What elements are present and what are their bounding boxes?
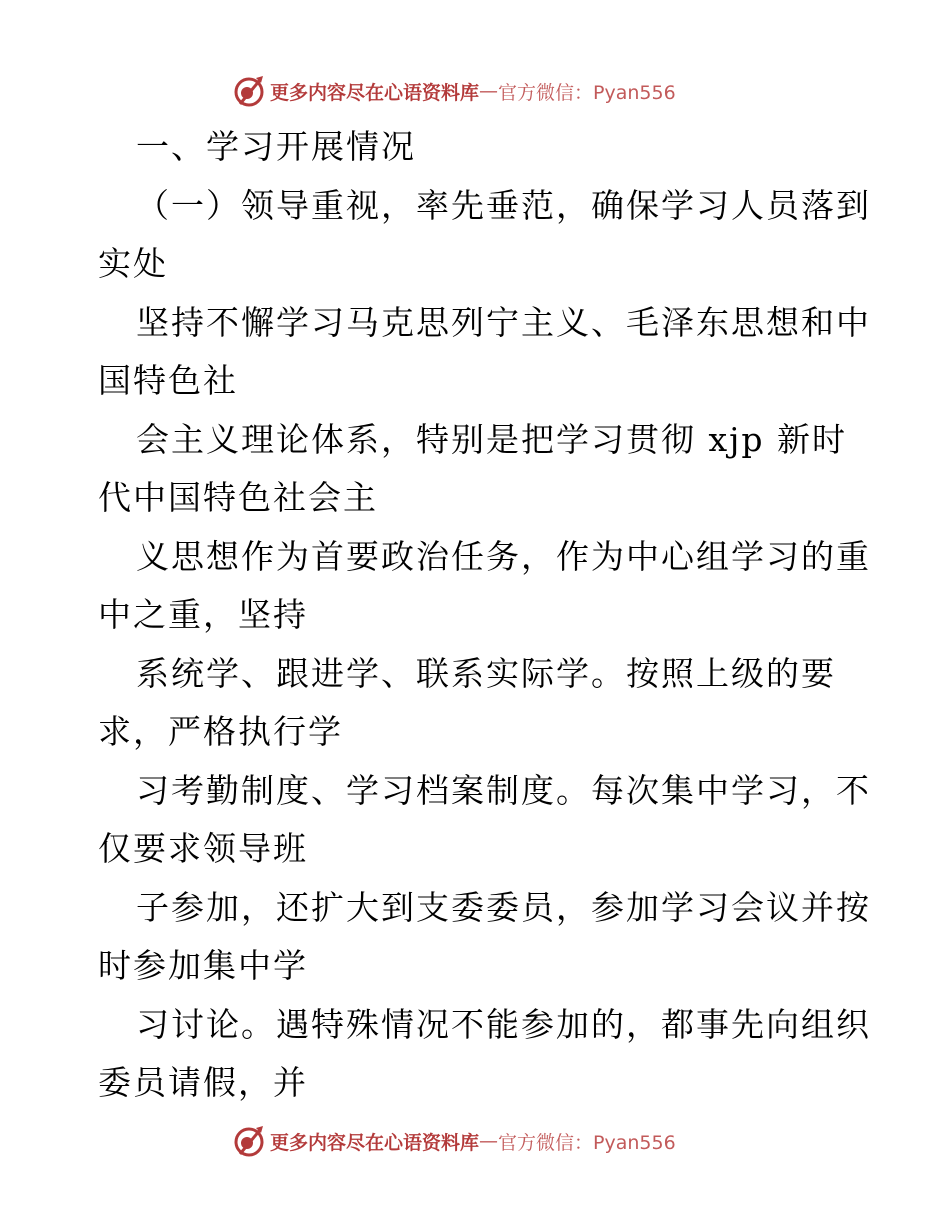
paragraph-line: 委员请假，并	[98, 1063, 308, 1102]
paragraph-line: 子参加，还扩大到支委委员，参加学习会议并按	[136, 887, 871, 927]
paragraph-line: 国特色社	[98, 361, 238, 400]
document-body	[98, 118, 871, 1113]
paragraph-line: 习讨论。遇特殊情况不能参加的，都事先向组织	[136, 1004, 871, 1044]
header-banner	[232, 71, 752, 111]
paragraph-line: 时参加集中学	[98, 946, 308, 985]
paragraph-line: 坚持不懈学习马克思列宁主义、毛泽东思想和中	[136, 302, 871, 342]
paragraph-line: 习考勤制度、学习档案制度。每次集中学习，不	[136, 770, 871, 810]
paragraph-line: 仅要求领导班	[98, 829, 308, 868]
banner-site-text: 更多内容尽在心语资料库	[270, 1131, 480, 1154]
paragraph-line: 中之重，坚持	[98, 595, 308, 634]
footer-banner	[232, 1121, 752, 1161]
paragraph-line: 代中国特色社会主	[98, 478, 378, 517]
banner-dash: —	[479, 80, 499, 102]
banner-site-text: 更多内容尽在心语资料库	[270, 81, 480, 104]
subsection-heading: （一）领导重视，率先垂范，确保学习人员落到	[136, 185, 871, 225]
banner-wechat-text: 官方微信：Pyan556	[498, 1131, 676, 1154]
paragraph-line: 会主义理论体系，特别是把学习贯彻 xjp 新时	[136, 419, 847, 459]
subsection-heading-continued: 实处	[98, 244, 168, 283]
paragraph-line: 求，严格执行学	[98, 712, 343, 751]
quill-seal-icon	[232, 74, 266, 108]
section-heading: 一、学习开展情况	[136, 127, 416, 166]
paragraph-line: 义思想作为首要政治任务，作为中心组学习的重	[136, 536, 871, 576]
banner-dash: —	[479, 1130, 499, 1152]
banner-wechat-text: 官方微信：Pyan556	[498, 81, 676, 104]
paragraph-line: 系统学、跟进学、联系实际学。按照上级的要	[136, 653, 836, 693]
quill-seal-icon	[232, 1124, 266, 1158]
